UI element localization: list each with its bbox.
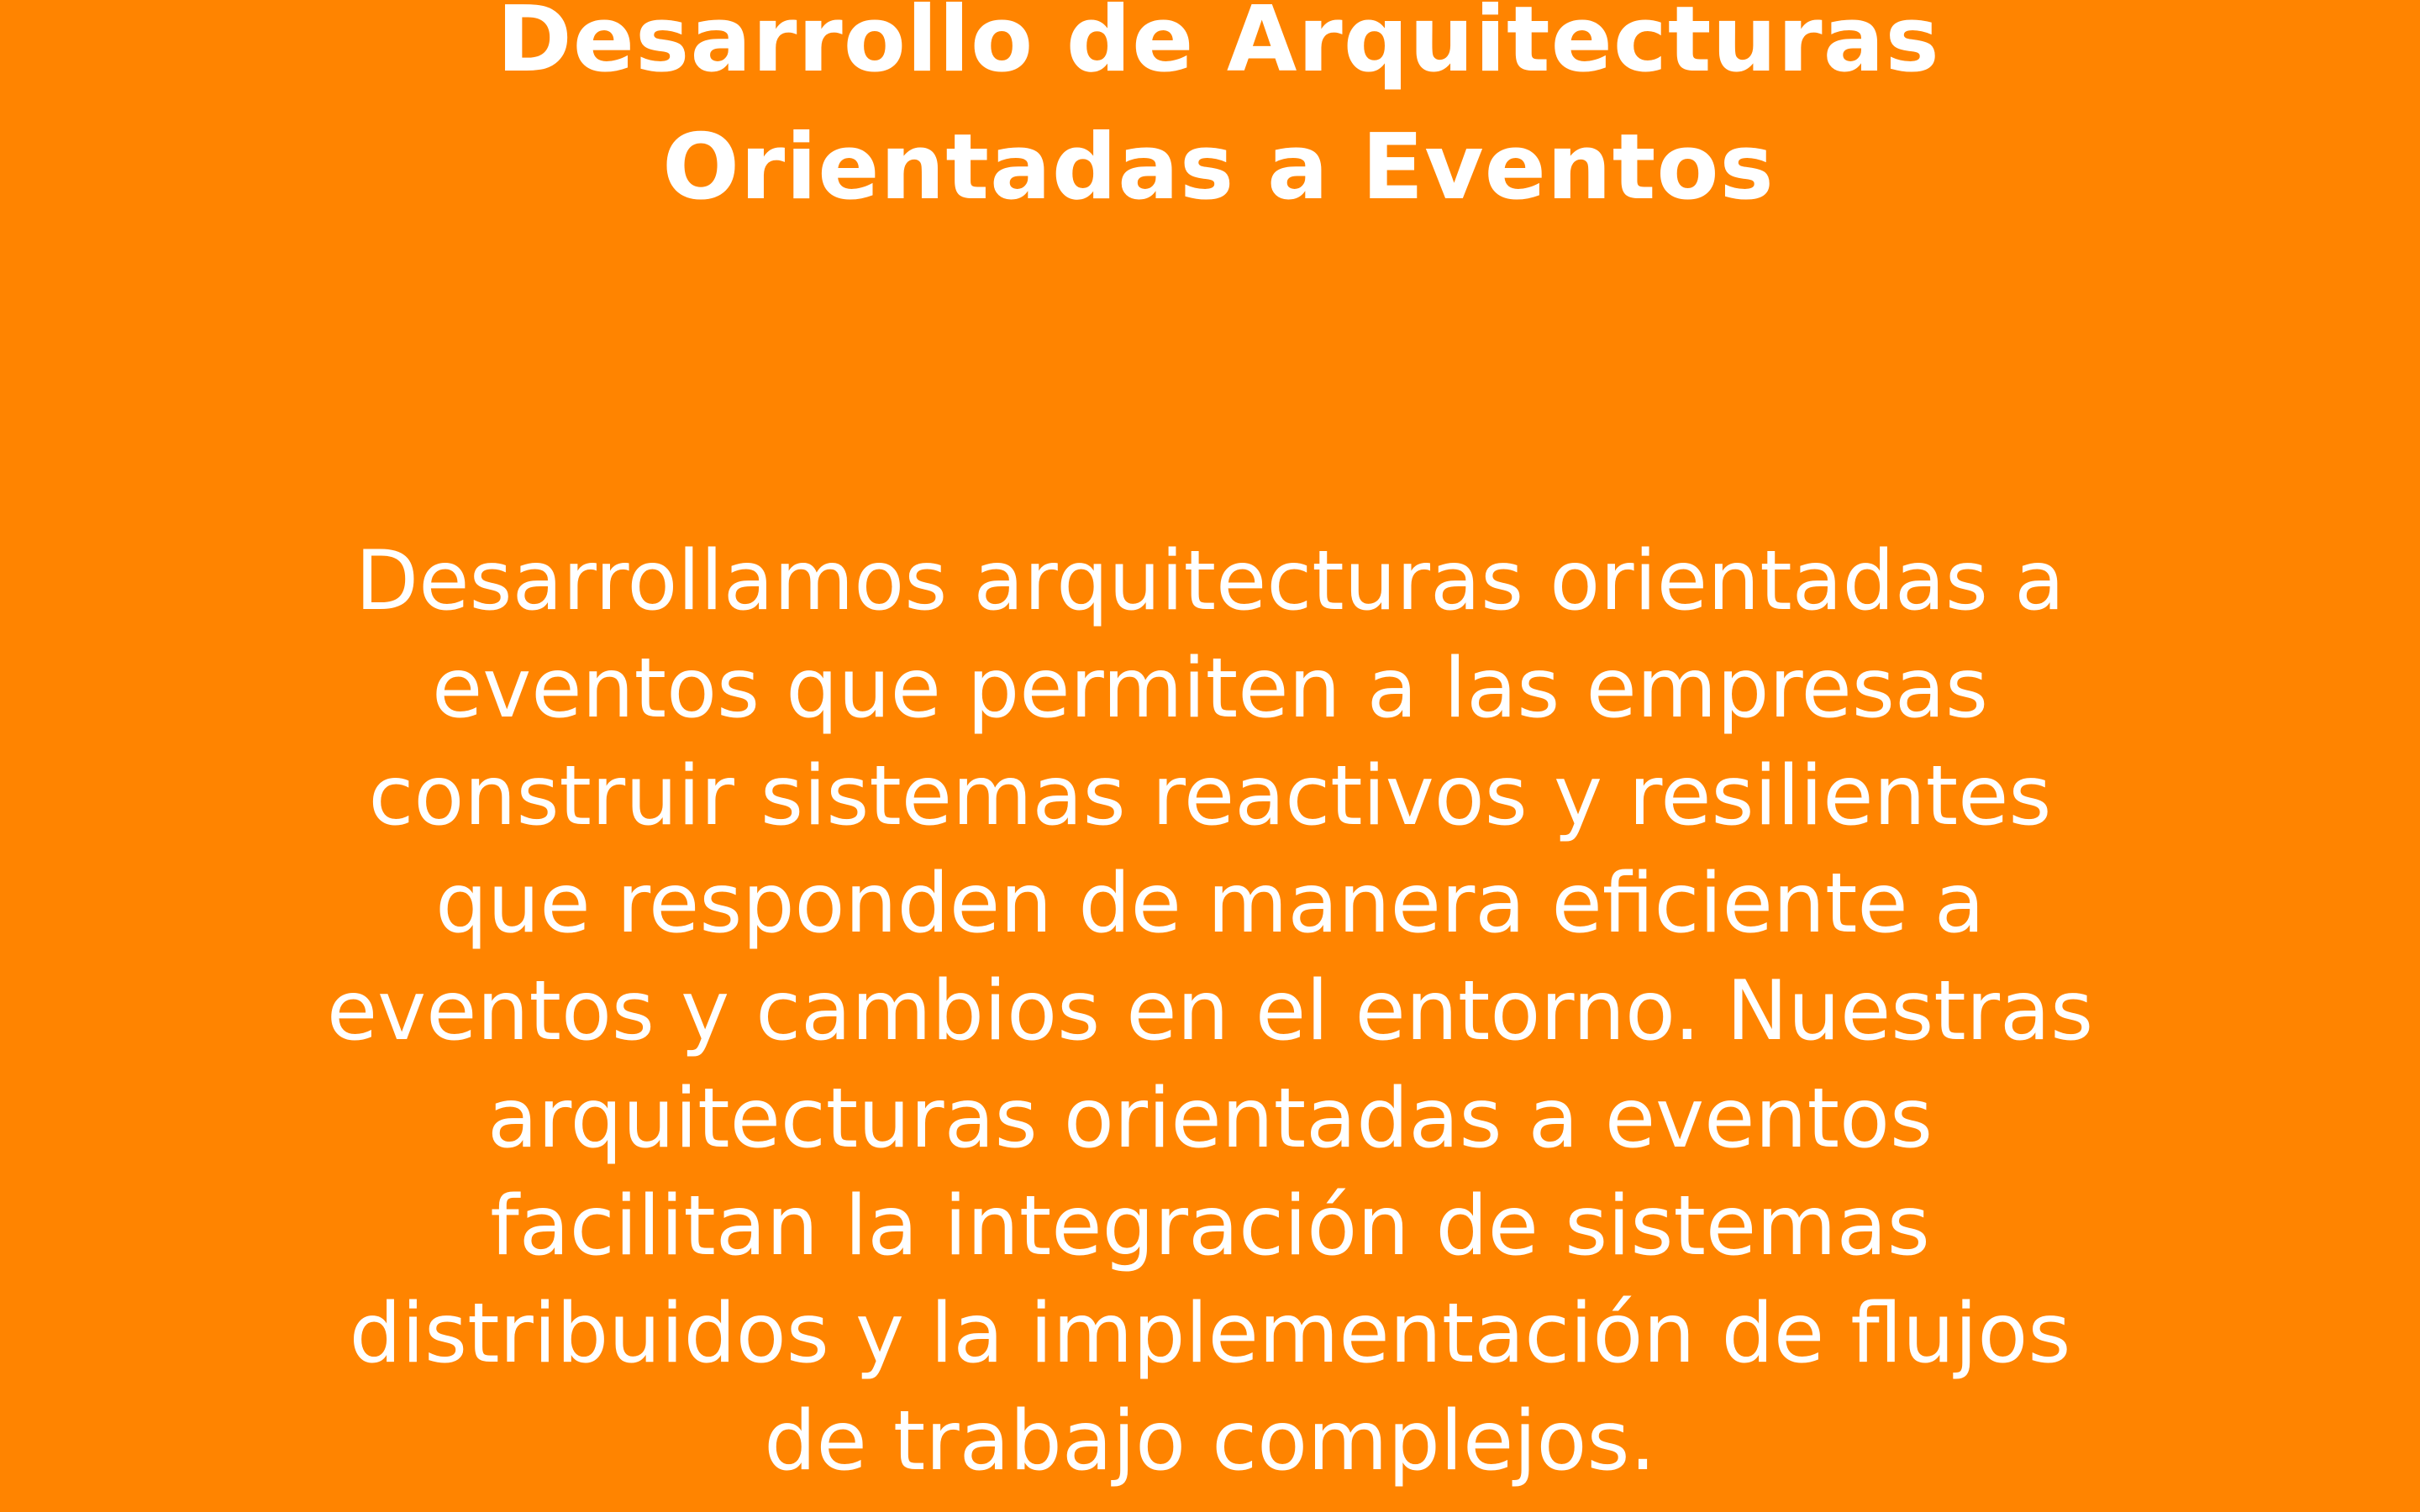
description-line: distribuidos y la implementación de flujos [349, 1286, 2071, 1382]
description-line: construir sistemas reactivos y resilientes [368, 748, 2052, 844]
description-line: eventos y cambios en el entorno. Nuestras [326, 963, 2094, 1059]
description-line: arquitecturas orientadas a eventos [487, 1071, 1933, 1167]
description-line: facilitan la integración de sistemas [490, 1179, 1930, 1274]
description-line: de trabajo complejos. [764, 1394, 1656, 1489]
service-title-line: Desarrollo de Arquitecturas [497, 0, 1940, 92]
description-line: que responden de manera eficiente a [435, 856, 1985, 952]
description-line: Desarrollamos arquitecturas orientadas a [355, 533, 2065, 629]
service-title-line: Orientadas a Eventos [662, 115, 1775, 220]
service-title [286, 0, 2151, 232]
service-description [252, 528, 2168, 1495]
description-line: eventos que permiten a las empresas [431, 641, 1989, 737]
